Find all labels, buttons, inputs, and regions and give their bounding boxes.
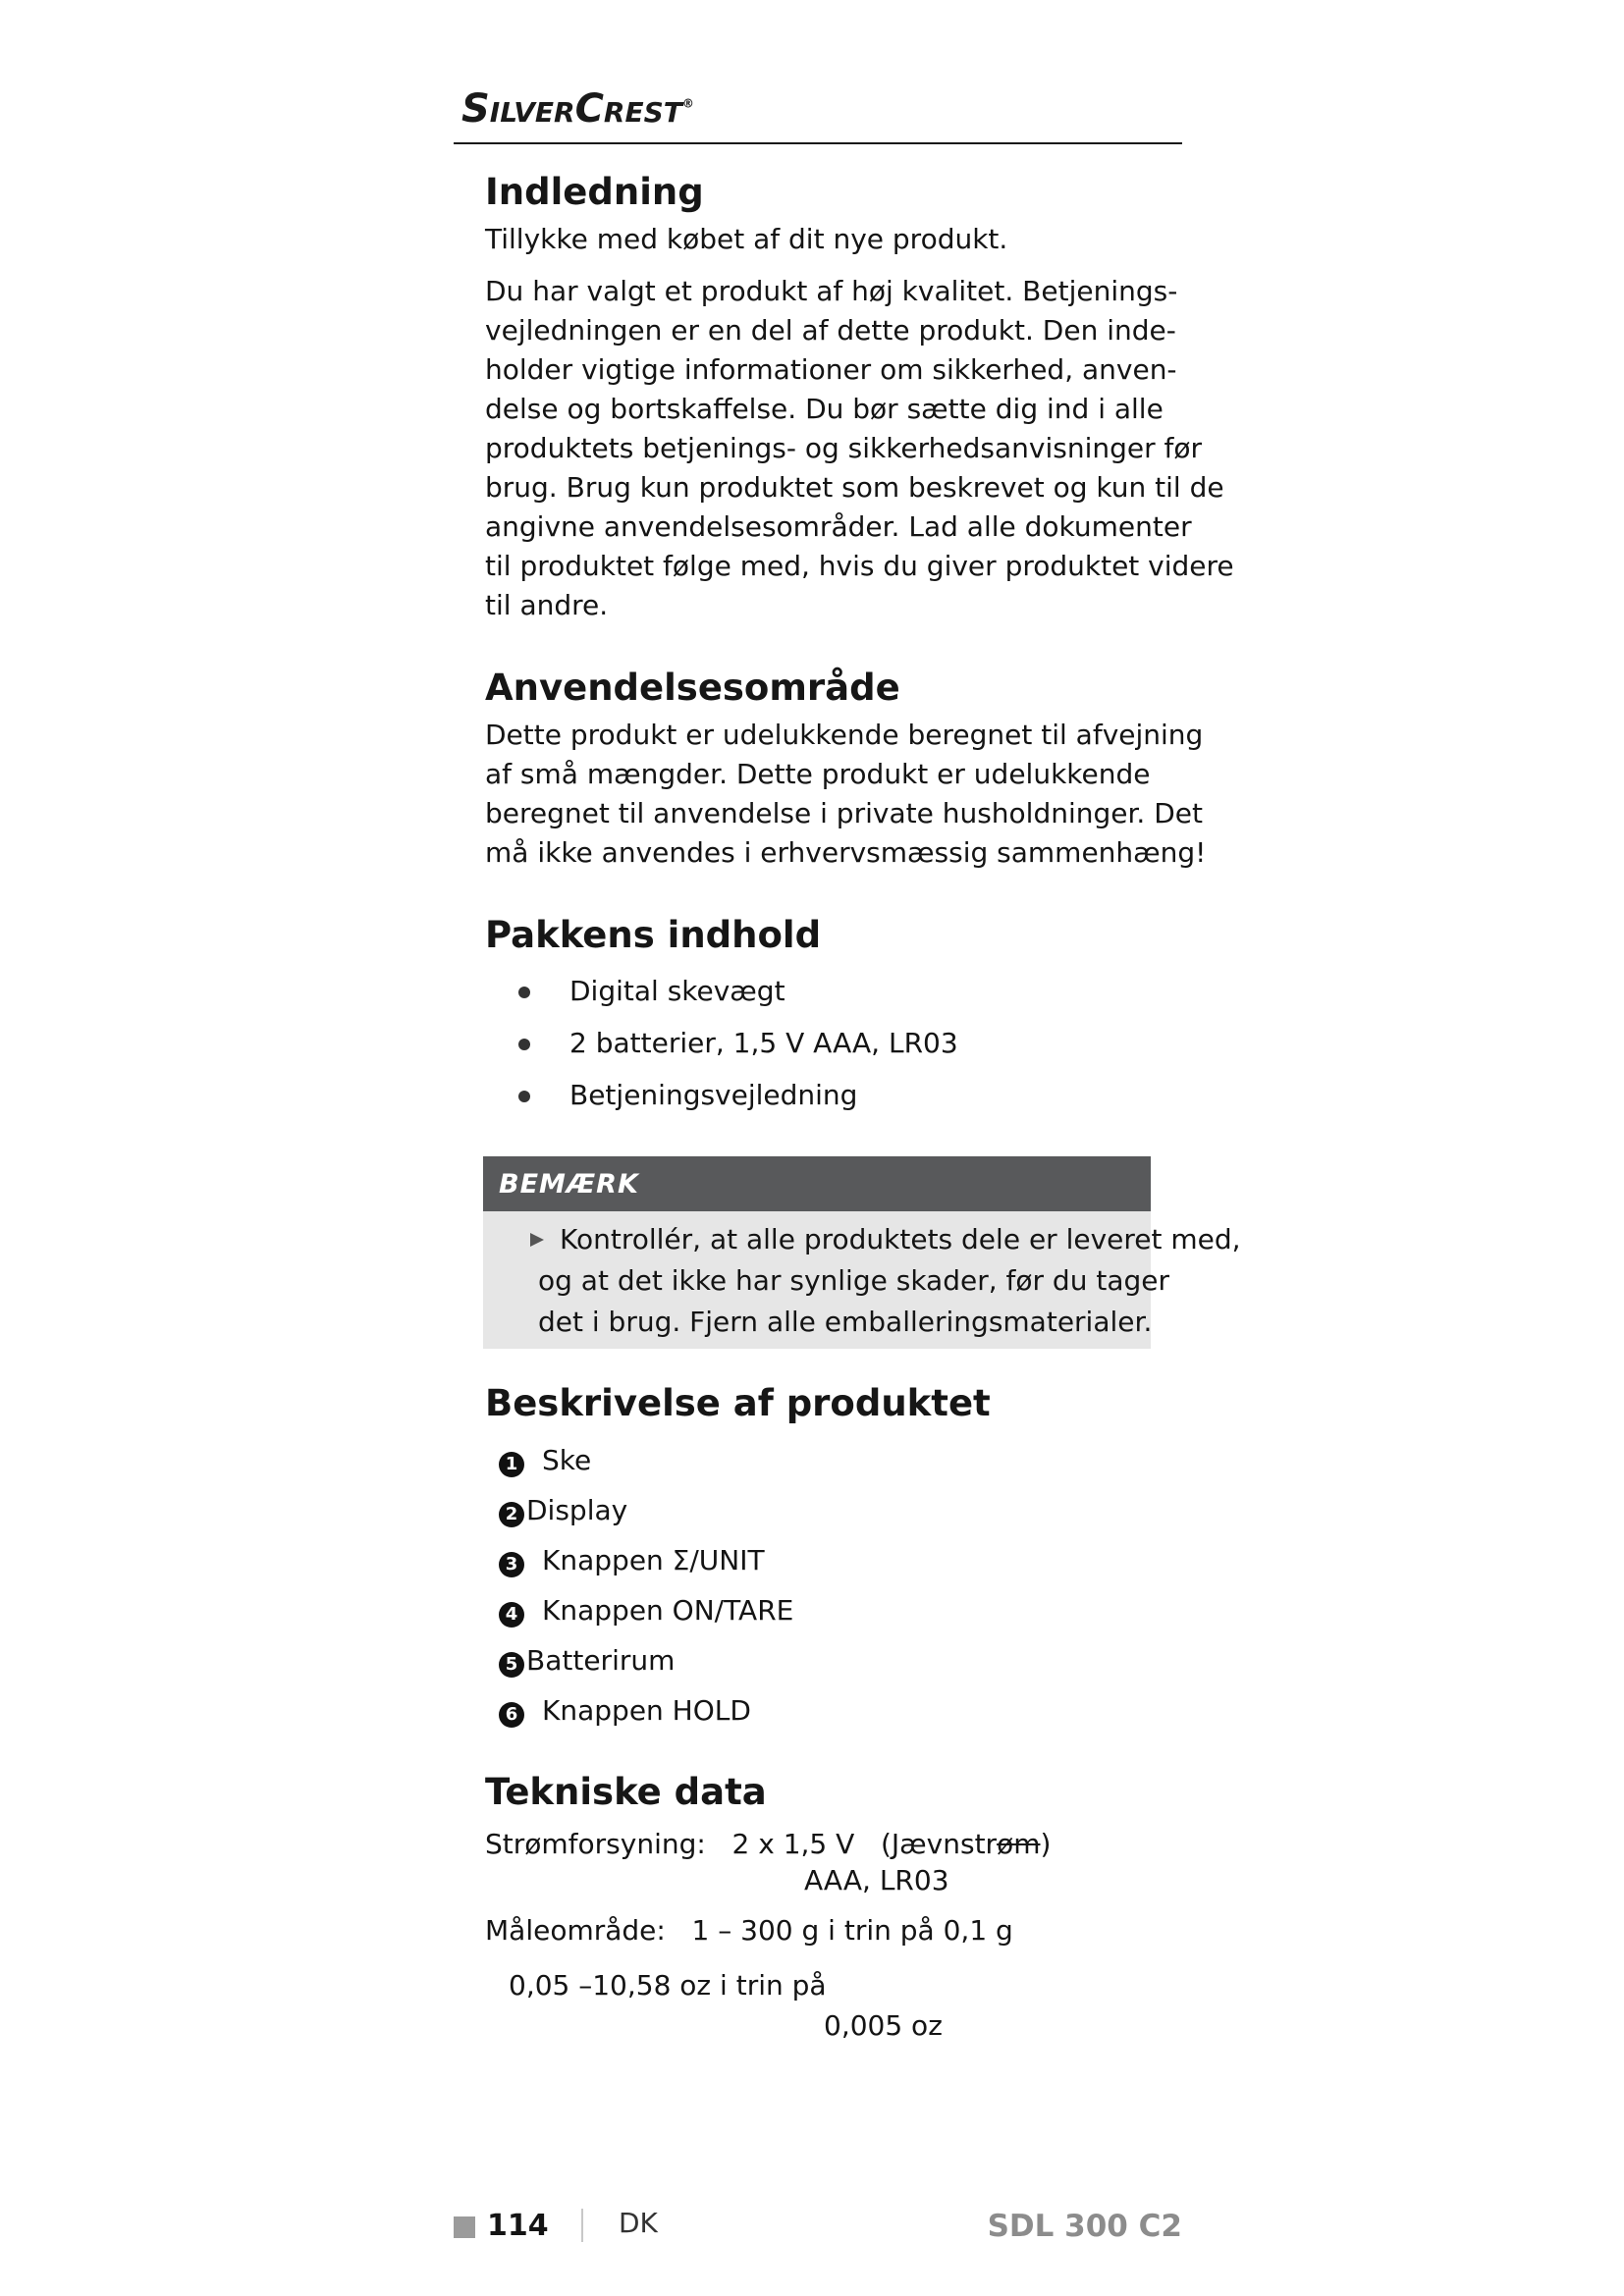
bullet-icon: [518, 1039, 530, 1050]
number-badge-icon: 1: [499, 1452, 524, 1477]
page-number: 114: [487, 2209, 549, 2243]
section-title-intro: Indledning: [485, 171, 704, 213]
note-line: og at det ikke har synlige skader, før du tager: [538, 1264, 1169, 1297]
language-code: DK: [619, 2207, 658, 2239]
list-item: [485, 1635, 1172, 1685]
intro-line: vejledningen er en del af dette produkt. Den inde-: [485, 314, 1176, 347]
power-type-pre: (Jævnstr: [881, 1828, 998, 1860]
parts-list: [485, 1435, 1172, 1735]
model-number: SDL 300 C2: [987, 2209, 1182, 2244]
section-title-package: Pakkens indhold: [485, 914, 822, 956]
section-title-tech: Tekniske data: [485, 1771, 767, 1813]
list-item: [485, 1685, 1172, 1735]
brand-name: SilverCrest: [461, 86, 682, 132]
note-box: [483, 1156, 1241, 1349]
intro-line: angivne anvendelsesområder. Lad alle dokumenter: [485, 510, 1192, 543]
note-body: [483, 1211, 1241, 1349]
intro-line: brug. Brug kun produktet som beskrevet og kun til de: [485, 471, 1224, 504]
intro-line: til andre.: [485, 589, 609, 621]
tech-data: [485, 1820, 1172, 2046]
usage-line: må ikke anvendes i erhvervsmæssig sammenhæng!: [485, 836, 1207, 869]
list-item: [485, 1435, 1172, 1485]
usage-line: beregnet til anvendelse i private husholdninger. Det: [485, 797, 1203, 829]
triangle-right-icon: [530, 1233, 544, 1247]
intro-paragraph: [485, 272, 1234, 625]
part-label: Batterirum: [526, 1644, 676, 1677]
section-title-description: Beskrivelse af produktet: [485, 1382, 991, 1424]
footer-divider: [581, 2209, 583, 2242]
number-badge-icon: 6: [499, 1702, 524, 1728]
intro-line: produktets betjenings- og sikkerhedsanvisninger før: [485, 432, 1203, 464]
power-label: Strømforsyning:: [485, 1828, 706, 1860]
power-value: 2 x 1,5 V: [731, 1828, 855, 1860]
section-title-usage: Anvendelsesområde: [485, 667, 900, 709]
list-item: [485, 1069, 1172, 1121]
power-type-struck: øm: [997, 1828, 1041, 1860]
number-badge-icon: 4: [499, 1602, 524, 1628]
note-heading: BEMÆRK: [483, 1156, 1151, 1211]
part-label: Knappen Σ/UNIT: [542, 1544, 765, 1576]
range-label: Måleområde:: [485, 1914, 666, 1947]
range-value: 1 – 300 g i trin på 0,1 g: [691, 1914, 1013, 1947]
package-item-label: Betjeningsvejledning: [569, 1079, 858, 1111]
list-item: [485, 1535, 1172, 1585]
intro-line: Du har valgt et produkt af høj kvalitet. Betjenings-: [485, 275, 1178, 307]
note-line: det i brug. Fjern alle emballeringsmaterialer.: [538, 1306, 1153, 1338]
number-badge-icon: 5: [499, 1652, 524, 1678]
square-icon: [454, 2216, 475, 2238]
range-oz: 0,05 –10,58 oz i trin på: [509, 1969, 827, 2002]
usage-paragraph: [485, 716, 1207, 873]
intro-line: til produktet følge med, hvis du giver produktet videre: [485, 550, 1234, 582]
usage-line: af små mængder. Dette produkt er udelukkende: [485, 758, 1151, 790]
number-badge-icon: 3: [499, 1552, 524, 1577]
list-item: [485, 1585, 1172, 1635]
bullet-icon: [518, 1091, 530, 1102]
content: [485, 165, 1241, 2046]
intro-line: holder vigtige informationer om sikkerhed, anven-: [485, 353, 1177, 386]
number-badge-icon: 2: [499, 1502, 524, 1527]
bullet-icon: [518, 987, 530, 998]
range-oz-step: 0,005 oz: [824, 2009, 943, 2042]
list-item: [485, 1017, 1172, 1069]
usage-line: Dette produkt er udelukkende beregnet til afvejning: [485, 719, 1204, 751]
power-type-post: ): [1040, 1828, 1052, 1860]
page-footer: [454, 2205, 1182, 2244]
package-item-label: 2 batterier, 1,5 V AAA, LR03: [569, 1027, 958, 1059]
brand-logo: [461, 86, 694, 132]
registered-mark: ®: [681, 96, 694, 111]
package-item-label: Digital skevægt: [569, 975, 785, 1007]
note-line: Kontrollér, at alle produktets dele er leveret med,: [560, 1223, 1241, 1255]
part-label: Display: [526, 1494, 628, 1526]
list-item: [485, 1485, 1172, 1535]
intro-congrats: Tillykke med købet af dit nye produkt.: [485, 223, 1008, 255]
power-battery: AAA, LR03: [804, 1864, 949, 1896]
list-item: [485, 965, 1172, 1017]
part-label: Ske: [542, 1444, 592, 1476]
part-label: Knappen ON/TARE: [542, 1594, 794, 1627]
package-list: [485, 965, 1172, 1121]
range-row: [485, 1906, 1172, 1955]
intro-line: delse og bortskaffelse. Du bør sætte dig ind i alle: [485, 393, 1164, 425]
header-rule: [454, 142, 1182, 144]
part-label: Knappen HOLD: [542, 1694, 751, 1727]
